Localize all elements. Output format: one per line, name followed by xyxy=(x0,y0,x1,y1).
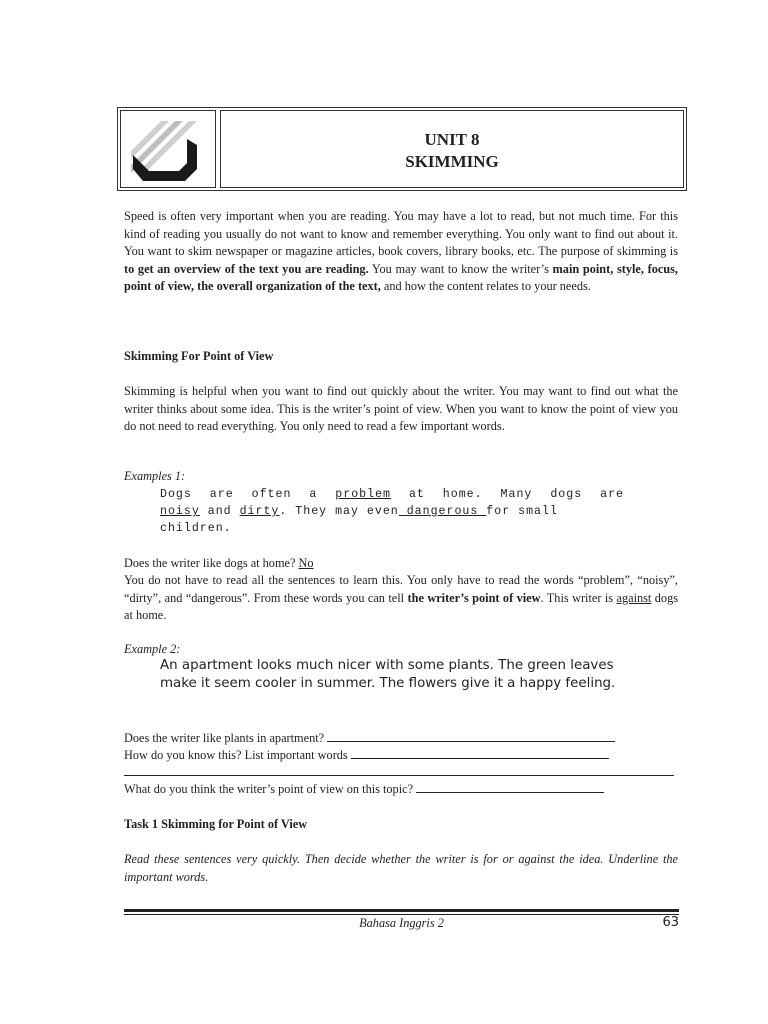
unit-number: UNIT 8 xyxy=(424,130,480,149)
unit-title-cell xyxy=(220,110,684,188)
intro-bold-2: main point, style, focus, point of view, the overall organization of the text, xyxy=(124,261,678,293)
ex1-question-text: Does the writer like dogs at home? xyxy=(124,556,299,570)
intro-bold-1: to get an overview of the text you are reading. xyxy=(124,261,369,276)
unit-topic: SKIMMING xyxy=(405,152,499,171)
ex1-expl-bold: the writer’s point of view xyxy=(407,590,541,605)
ex1-expl-text: . This writer is xyxy=(540,590,617,605)
example1-line2 xyxy=(160,503,624,520)
ex1-answer: No xyxy=(298,556,314,570)
example2-question3 xyxy=(124,780,678,799)
example2-question2 xyxy=(124,746,678,765)
ex1-expl-against: against xyxy=(616,590,652,605)
footer-book-title: Bahasa Inggris 2 xyxy=(359,916,444,930)
ex1-text: at home. Many dogs are xyxy=(390,488,624,501)
ex1-word-dangerous: dangerous xyxy=(398,505,487,518)
example2-question1 xyxy=(124,729,678,748)
intro-text-1: Speed is often very important when you are reading. You may have a lot to read, but not much time. For this kind of reading you usually do not want to know and remember everything. You only want to find out about it. You want to skim newspaper or magazine articles, book covers, library books, etc. The purpose of skimming is xyxy=(124,209,678,258)
example1-line3: children. xyxy=(160,522,232,535)
answer-line-full xyxy=(124,763,678,782)
example1-question xyxy=(124,555,678,573)
ex2-q1-text: Does the writer like plants in apartment? xyxy=(124,731,328,745)
ex1-word-dirty: dirty xyxy=(239,505,280,518)
unit-logo-icon xyxy=(121,111,213,185)
ex2-q3-text: What do you think the writer’s point of view on this topic? xyxy=(124,782,417,796)
answer-blank-2[interactable] xyxy=(351,746,609,759)
example1-line1 xyxy=(160,486,624,503)
section-heading: Skimming For Point of View xyxy=(124,349,274,363)
example1-label: Examples 1: xyxy=(124,469,186,483)
ex1-expl-text: dogs at home. xyxy=(124,590,678,622)
example1-explanation xyxy=(124,572,678,625)
answer-blank-4[interactable] xyxy=(416,780,604,793)
answer-blank-1[interactable] xyxy=(327,729,615,742)
footer-rule-thin xyxy=(124,914,679,915)
ex1-word-problem: problem xyxy=(335,488,391,501)
ex1-text: and xyxy=(199,505,240,518)
page-number: 63 xyxy=(662,915,679,930)
logo-cell xyxy=(120,110,216,188)
example1-text xyxy=(160,486,624,537)
task1-heading: Task 1 Skimming for Point of View xyxy=(124,817,308,831)
ex1-text: Dogs are often a xyxy=(160,488,336,501)
ex2-q2-text: How do you know this? List important words xyxy=(124,748,351,762)
ex1-expl-text: You do not have to read all the sentences to learn this. You only have to read the words “problem”, “noisy”, “dirty”, and “dangerous”. From these words you can tell xyxy=(124,573,678,605)
ex1-word-noisy: noisy xyxy=(160,505,200,518)
example2-text: An apartment looks much nicer with some plants. The green leaves make it seem cooler in summer. The flowers give it a happy feeling. xyxy=(160,658,616,691)
intro-text-2: You may want to know the writer’s xyxy=(368,261,553,276)
task1-instruction: Read these sentences very quickly. Then decide whether the writer is for or against the idea. Underline the important words. xyxy=(124,852,678,884)
footer-rule-thick xyxy=(124,909,679,912)
intro-paragraph xyxy=(124,208,678,296)
section-paragraph: Skimming is helpful when you want to find out quickly about the writer. You may want to find out what the writer thinks about some idea. This is the writer’s point of view. When you want to know the point of view you do not need to read everything. You only need to read a few important words. xyxy=(124,384,678,433)
answer-blank-3[interactable] xyxy=(124,763,674,776)
intro-text-3: and how the content relates to your needs. xyxy=(380,279,591,293)
ex1-text: . They may even xyxy=(279,505,399,518)
example2-label: Example 2: xyxy=(124,642,181,656)
ex1-text: for small xyxy=(486,505,558,518)
unit-header-box xyxy=(117,107,687,191)
